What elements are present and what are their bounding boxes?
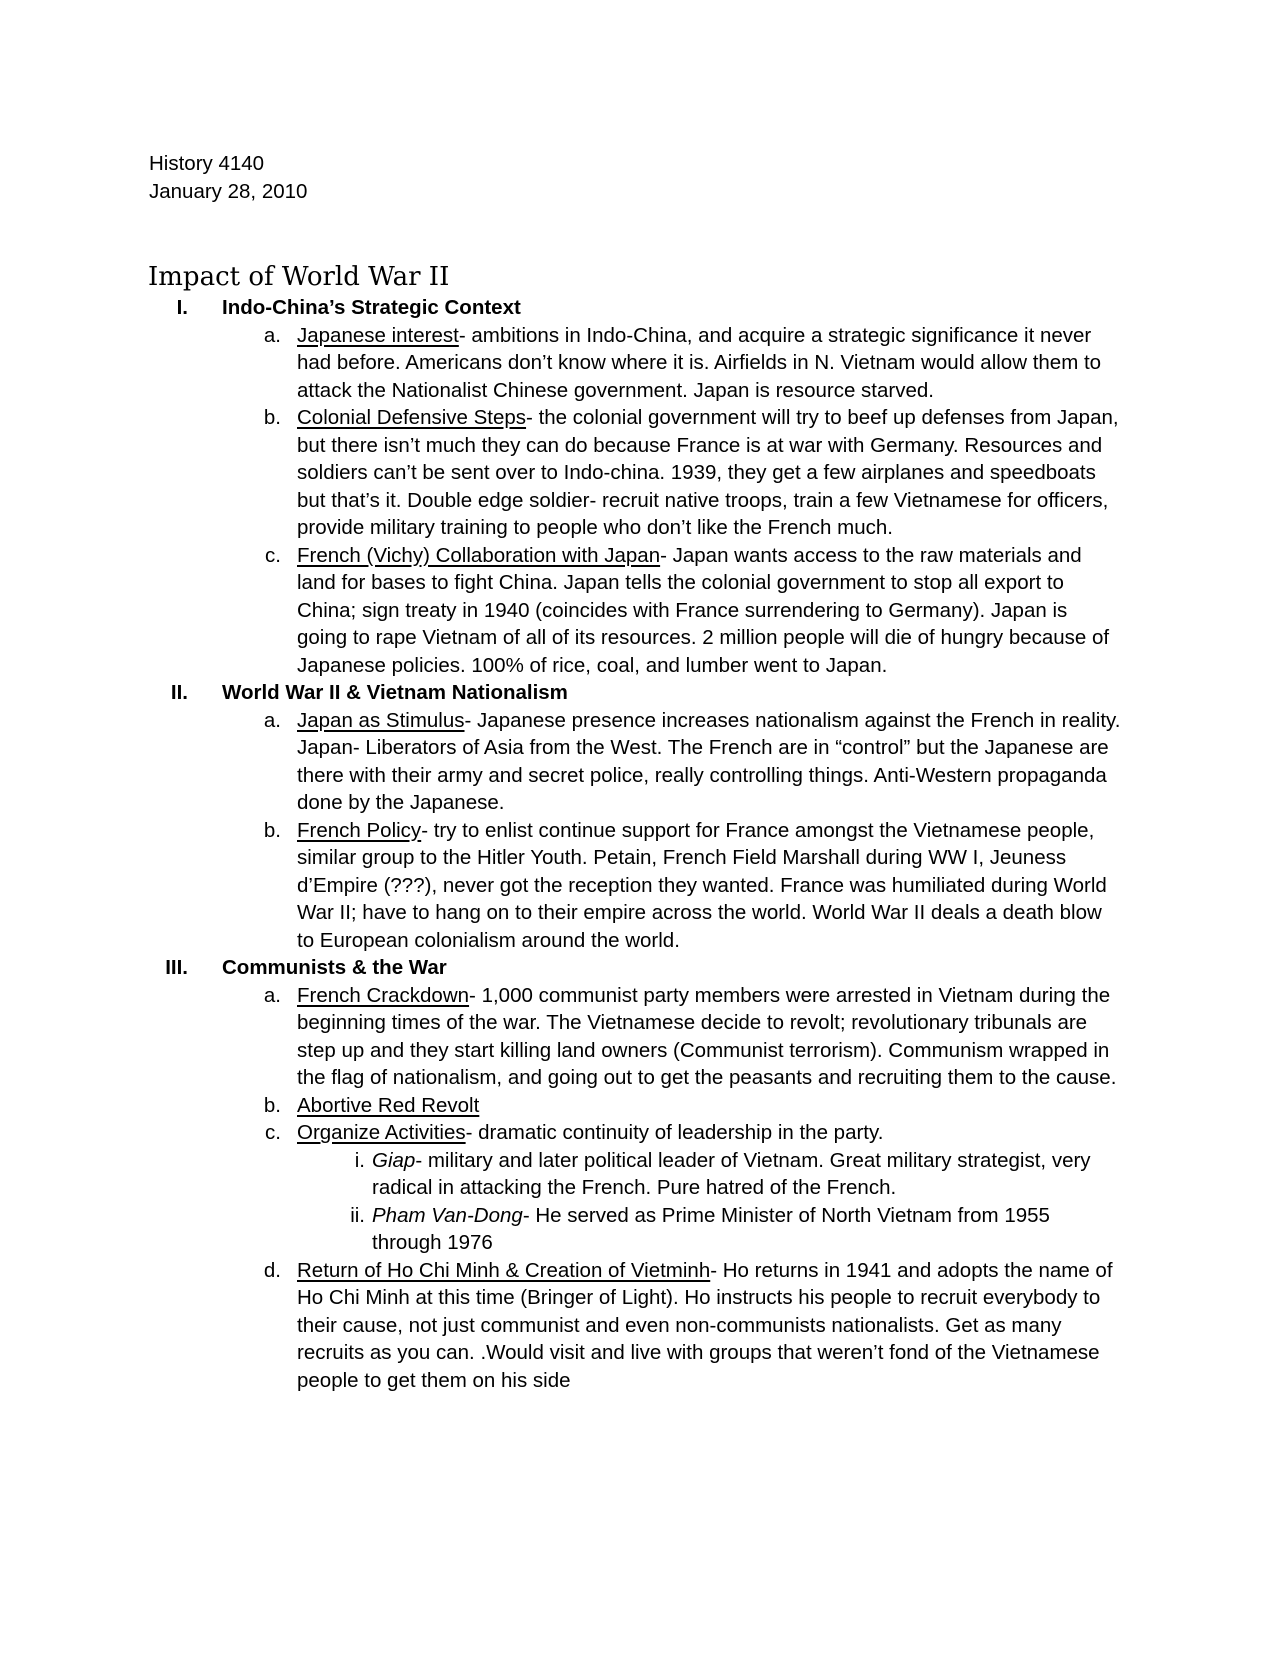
document-header <box>149 150 307 205</box>
section-heading <box>0 294 1280 322</box>
item-letter: b. <box>263 406 281 429</box>
item-topic: Organize Activities <box>297 1121 466 1144</box>
item-topic: Japanese interest <box>297 323 459 347</box>
section-number: I. <box>176 296 188 319</box>
item-topic: Abortive Red Revolt <box>297 1093 480 1117</box>
outline-item <box>0 1092 1122 1120</box>
outline-item <box>0 707 1122 817</box>
item-topic: French Crackdown <box>297 983 470 1007</box>
item-letter: a. <box>263 323 281 347</box>
item-text: - Ho returns in 1941 and adopts the name of Ho Chi Minh at this time (Bringer of Light). Ho instructs his people to recruit everybody to their cause, not just communist and even non-communists nationalists. Get as many recruits as you can. .Would visit and live with groups that weren’t fond of the Vietnamese people to get them on his side <box>297 1258 1113 1392</box>
item-letter: c. <box>265 1121 281 1144</box>
section-title: Communists & the War <box>222 956 447 979</box>
outline-item <box>0 982 1122 1092</box>
section-heading <box>0 679 1280 707</box>
section-heading <box>0 954 1280 982</box>
course-name: History 4140 <box>149 152 265 175</box>
item-text: - dramatic continuity of leadership in the party. <box>465 1121 884 1144</box>
item-letter: b. <box>263 818 281 842</box>
section-number: III. <box>165 956 188 979</box>
outline-item <box>0 1119 1122 1147</box>
outline-item <box>0 1257 1122 1395</box>
outline-item <box>0 322 1122 405</box>
subitem-numeral: ii. <box>350 1203 365 1227</box>
item-topic: French (Vichy) Collaboration with Japan <box>297 543 661 567</box>
item-letter: c. <box>265 543 281 567</box>
section-title: Indo-China’s Strategic Context <box>222 296 521 319</box>
item-letter: b. <box>263 1093 281 1117</box>
item-text: - ambitions in Indo-China, and acquire a strategic significance it never had before. Americans don’t know where it is. Airfields in N. Vietnam would allow them to attack the Nationalist Chinese government. Japan is resource starved. <box>297 323 1102 402</box>
item-topic: Japan as Stimulus <box>297 708 465 732</box>
item-topic: French Policy <box>297 818 422 842</box>
outline-item <box>0 404 1122 542</box>
subitem-name: Giap <box>372 1148 416 1172</box>
item-text: - try to enlist continue support for France amongst the Vietnamese people, similar group to the Hitler Youth. Petain, French Field Marshall during WW I, Jeuness d’Empire (???), never got the reception they wanted. France was humiliated during World War II; have to hang on to their empire across the world. World War II deals a death blow to European colonialism around the world. <box>297 818 1107 952</box>
lecture-date: January 28, 2010 <box>149 179 308 203</box>
outline-subitem <box>0 1202 1122 1257</box>
item-text: - Japanese presence increases nationalism against the French in reality. Japan- Liberators of Asia from the West. The French are in “control” but the Japanese are there with their army and secret police, really controlling things. Anti-Western propaganda done by the Japanese. <box>297 708 1121 814</box>
item-text: - the colonial government will try to beef up defenses from Japan, but there isn’t much they can do because France is at war with Germany. Resources and soldiers can’t be sent over to Indo-china. 1939, they get a few airplanes and speedboats but that’s it. Double edge soldier- recruit native troops, train a few Vietnamese for officers, provide military training to people who don’t like the French much. <box>297 406 1119 539</box>
outline-subitem <box>0 1147 1122 1202</box>
outline-item <box>0 542 1122 680</box>
subitem-text: - He served as Prime Minister of North Vietnam from 1955 through 1976 <box>372 1203 1050 1254</box>
item-letter: d. <box>263 1258 281 1282</box>
item-topic: Colonial Defensive Steps <box>297 406 527 429</box>
outline <box>0 294 1280 1394</box>
item-letter: a. <box>263 708 281 732</box>
section-title: World War II & Vietnam Nationalism <box>222 681 568 704</box>
item-letter: a. <box>263 983 281 1007</box>
section-number: II. <box>170 681 188 704</box>
subitem-numeral: i. <box>354 1148 365 1172</box>
item-topic: Return of Ho Chi Minh & Creation of Vietminh <box>297 1258 711 1282</box>
item-text: - 1,000 communist party members were arrested in Vietnam during the beginning times of the war. The Vietnamese decide to revolt; revolutionary tribunals are step up and they start killing land owners (Communist terrorism). Communism wrapped in the flag of nationalism, and going out to get the peasants and recruiting them to the cause. <box>297 983 1117 1089</box>
subitem-text: - military and later political leader of Vietnam. Great military strategist, very radical in attacking the French. Pure hatred of the French. <box>372 1148 1091 1199</box>
page-title: Impact of World War II <box>148 262 450 292</box>
outline-item <box>0 817 1122 955</box>
item-text: - Japan wants access to the raw materials and land for bases to fight China. Japan tells the colonial government to stop all export to China; sign treaty in 1940 (coincides with France surrendering to Germany). Japan is going to rape Vietnam of all of its resources. 2 million people will die of hungry because of Japanese policies. 100% of rice, coal, and lumber went to Japan. <box>297 543 1110 677</box>
subitem-name: Pham Van-Dong <box>372 1203 523 1227</box>
